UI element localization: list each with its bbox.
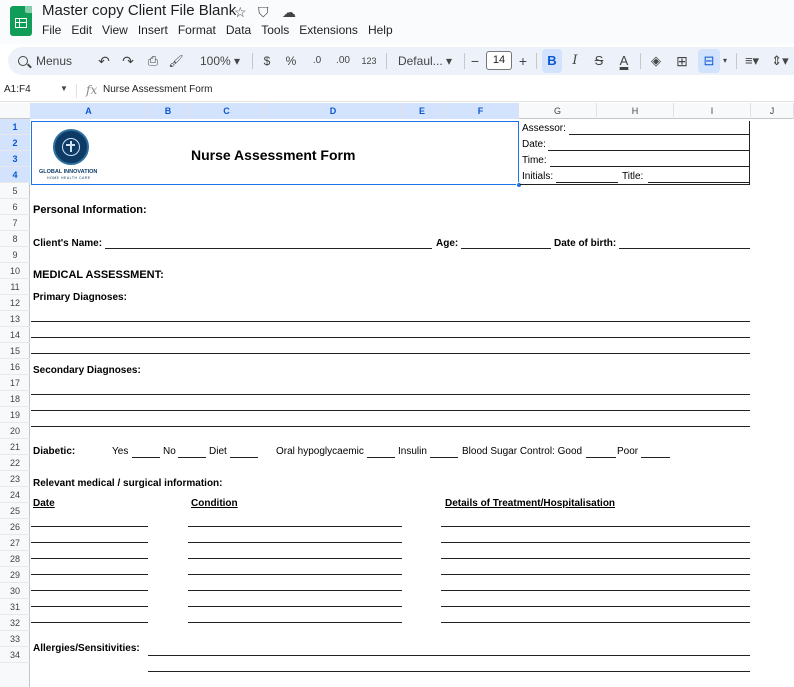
- row-header[interactable]: 2: [0, 135, 30, 151]
- logo-subtitle: HOME HEALTH CARE: [47, 176, 91, 180]
- row-header[interactable]: 8: [0, 231, 30, 247]
- form-title: Nurse Assessment Form: [191, 147, 356, 163]
- row-header[interactable]: 15: [0, 343, 30, 359]
- column-header-a[interactable]: A: [30, 103, 148, 119]
- row-header[interactable]: 27: [0, 535, 30, 551]
- history-entry-line: [31, 606, 148, 607]
- row-header[interactable]: 4: [0, 167, 30, 183]
- row-header[interactable]: 1: [0, 119, 30, 135]
- row-header[interactable]: 3: [0, 151, 30, 167]
- history-entry-line: [441, 574, 750, 575]
- history-entry-line: [188, 574, 402, 575]
- history-entry-line: [441, 606, 750, 607]
- menu-tools[interactable]: Tools: [261, 23, 290, 37]
- row-header[interactable]: 18: [0, 391, 30, 407]
- row-header[interactable]: 17: [0, 375, 30, 391]
- history-entry-line: [441, 590, 750, 591]
- decrease-decimal-button[interactable]: .0: [312, 55, 322, 66]
- paint-format-icon[interactable]: 🖌: [168, 54, 184, 68]
- redo-icon[interactable]: ↷: [122, 53, 134, 69]
- row-header[interactable]: 12: [0, 295, 30, 311]
- font-size-input[interactable]: 14: [486, 51, 512, 70]
- strikethrough-button[interactable]: S: [594, 53, 604, 68]
- row-header[interactable]: 32: [0, 615, 30, 631]
- sheet-grid[interactable]: [31, 119, 794, 687]
- row-header[interactable]: 23: [0, 471, 30, 487]
- column-header-c[interactable]: C: [189, 103, 265, 119]
- row-header[interactable]: 7: [0, 215, 30, 231]
- row-headers: [0, 119, 30, 687]
- document-title[interactable]: Master copy Client File Blank: [42, 2, 237, 19]
- dob-label: Date of birth:: [554, 238, 617, 249]
- menu-bar: [42, 22, 398, 37]
- date-label: Date:: [522, 139, 546, 150]
- history-entry-line: [31, 558, 148, 559]
- horizontal-align-icon[interactable]: ≡▾: [744, 53, 760, 68]
- menu-extensions[interactable]: Extensions: [299, 23, 358, 37]
- history-entry-line: [441, 542, 750, 543]
- history-entry-line: [441, 526, 750, 527]
- fx-icon: fx: [86, 83, 98, 97]
- formula-input[interactable]: Nurse Assessment Form: [103, 84, 213, 95]
- row-header[interactable]: 11: [0, 279, 30, 295]
- percent-format-button[interactable]: %: [285, 54, 297, 68]
- details-column-header: Details of Treatment/Hospitalisation: [445, 498, 616, 509]
- condition-column-header: Condition: [191, 498, 238, 509]
- date-column-header: Date: [33, 498, 55, 509]
- fill-color-icon[interactable]: ◈: [651, 53, 661, 68]
- row-header[interactable]: 14: [0, 327, 30, 343]
- row-header[interactable]: 21: [0, 439, 30, 455]
- personal-info-heading: Personal Information:: [33, 204, 147, 216]
- column-header-j[interactable]: J: [751, 103, 794, 119]
- name-box-dropdown-icon[interactable]: ▼: [60, 84, 68, 93]
- history-entry-line: [441, 622, 750, 623]
- formula-bar: [0, 80, 794, 102]
- column-header-g[interactable]: G: [519, 103, 597, 119]
- history-entry-line: [188, 590, 402, 591]
- diabetic-label: Diabetic:: [33, 446, 76, 457]
- increase-font-size-button[interactable]: +: [518, 53, 528, 69]
- decrease-font-size-button[interactable]: −: [470, 53, 480, 69]
- row-header[interactable]: 6: [0, 199, 30, 215]
- zoom-select[interactable]: 100% ▾: [199, 54, 241, 68]
- bold-button[interactable]: B: [542, 49, 562, 73]
- age-label: Age:: [436, 238, 459, 249]
- history-entry-line: [31, 526, 148, 527]
- sheets-logo-icon[interactable]: [10, 6, 32, 36]
- menu-insert[interactable]: Insert: [137, 23, 168, 37]
- merge-dropdown-icon[interactable]: ▾: [722, 56, 727, 65]
- row-header[interactable]: 28: [0, 551, 30, 567]
- merge-cells-icon[interactable]: ⊟: [698, 49, 720, 73]
- medical-symbol-icon: [62, 138, 80, 156]
- history-entry-line: [31, 542, 148, 543]
- allergies-label: Allergies/Sensitivities:: [33, 643, 140, 654]
- history-entry-line: [441, 558, 750, 559]
- row-header[interactable]: 24: [0, 487, 30, 503]
- menu-file[interactable]: File: [42, 23, 62, 37]
- row-header[interactable]: 9: [0, 247, 30, 263]
- history-entry-line: [188, 558, 402, 559]
- history-entry-line: [188, 622, 402, 623]
- row-header[interactable]: 25: [0, 503, 30, 519]
- title-bar: [0, 0, 794, 44]
- row-header[interactable]: 33: [0, 631, 30, 647]
- font-family-select[interactable]: Defaul... ▾: [397, 54, 453, 68]
- history-entry-line: [31, 590, 148, 591]
- column-header-i[interactable]: I: [674, 103, 751, 119]
- number-format-button[interactable]: 123: [361, 56, 377, 66]
- secondary-diagnoses-label: Secondary Diagnoses:: [33, 365, 141, 376]
- diabetic-oral-label: Oral hypoglycaemic: [276, 446, 364, 457]
- row-header[interactable]: 13: [0, 311, 30, 327]
- row-header[interactable]: 10: [0, 263, 30, 279]
- row-header[interactable]: 34: [0, 647, 30, 663]
- name-box[interactable]: A1:F4: [4, 84, 31, 95]
- assessor-label: Assessor:: [522, 123, 566, 134]
- row-header[interactable]: 26: [0, 519, 30, 535]
- blood-sugar-poor-label: Poor: [617, 446, 639, 457]
- menu-edit[interactable]: Edit: [71, 23, 93, 37]
- column-header-b[interactable]: B: [148, 103, 189, 119]
- history-entry-line: [188, 526, 402, 527]
- primary-diagnoses-label: Primary Diagnoses:: [33, 292, 127, 303]
- diabetic-yes-label: Yes: [112, 446, 129, 457]
- medical-assessment-heading: MEDICAL ASSESSMENT:: [33, 269, 164, 281]
- text-color-button[interactable]: A: [619, 53, 629, 68]
- row-header[interactable]: 16: [0, 359, 30, 375]
- column-header-e[interactable]: E: [402, 103, 443, 119]
- toolbar: [8, 47, 794, 75]
- move-to-folder-icon[interactable]: ⛉: [258, 4, 269, 20]
- cloud-status-icon[interactable]: ☁: [282, 4, 296, 20]
- logo-name: GLOBAL INNOVATION: [39, 169, 98, 175]
- history-entry-line: [188, 606, 402, 607]
- menu-data[interactable]: Data: [225, 23, 252, 37]
- search-menus-button[interactable]: Menus: [18, 47, 88, 75]
- menu-view[interactable]: View: [102, 23, 128, 37]
- blood-sugar-good-label: Blood Sugar Control: Good: [462, 446, 583, 457]
- history-entry-line: [31, 622, 148, 623]
- row-header[interactable]: 29: [0, 567, 30, 583]
- relevant-info-label: Relevant medical / surgical information:: [33, 478, 223, 489]
- italic-button[interactable]: I: [572, 53, 578, 68]
- history-entry-line: [188, 542, 402, 543]
- borders-icon[interactable]: ⊞: [676, 53, 688, 69]
- menu-format[interactable]: Format: [177, 23, 216, 37]
- row-header[interactable]: 31: [0, 599, 30, 615]
- column-header-d[interactable]: D: [265, 103, 402, 119]
- increase-decimal-button[interactable]: .00: [336, 55, 350, 66]
- diabetic-insulin-label: Insulin: [398, 446, 427, 457]
- clients-name-label: Client's Name:: [33, 238, 103, 249]
- time-label: Time:: [522, 155, 547, 166]
- history-entry-line: [31, 574, 148, 575]
- undo-icon[interactable]: ↶: [98, 53, 110, 69]
- row-header[interactable]: 19: [0, 407, 30, 423]
- vertical-align-icon[interactable]: ⇕▾: [771, 53, 789, 68]
- column-headers: [0, 103, 794, 119]
- print-icon[interactable]: ⎙: [147, 53, 159, 68]
- star-icon[interactable]: ☆: [234, 4, 247, 20]
- row-header[interactable]: 20: [0, 423, 30, 439]
- company-logo: [53, 129, 89, 165]
- row-header[interactable]: 30: [0, 583, 30, 599]
- diabetic-diet-label: Diet: [209, 446, 227, 457]
- column-header-f[interactable]: F: [443, 103, 519, 119]
- menu-help[interactable]: Help: [367, 23, 393, 37]
- search-icon: [18, 56, 28, 66]
- initials-label: Initials:: [522, 171, 554, 182]
- column-header-h[interactable]: H: [597, 103, 674, 119]
- currency-format-button[interactable]: $: [263, 54, 271, 68]
- row-header[interactable]: 22: [0, 455, 30, 471]
- title-field-label: Title:: [622, 171, 644, 182]
- diabetic-no-label: No: [163, 446, 176, 457]
- row-header[interactable]: 5: [0, 183, 30, 199]
